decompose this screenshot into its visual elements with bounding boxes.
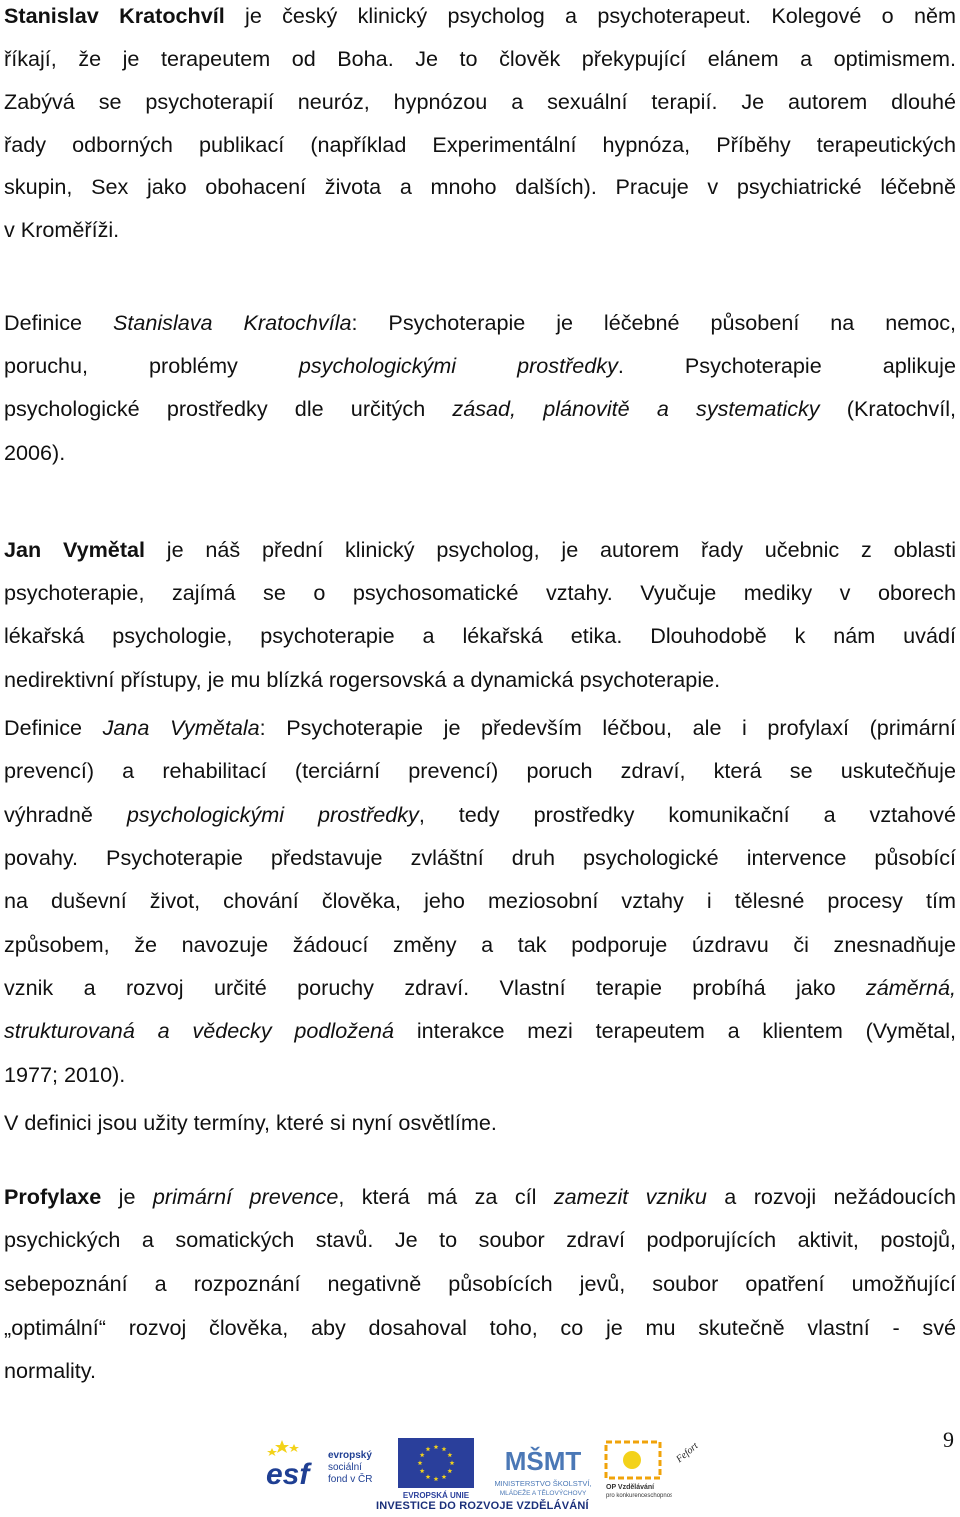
esf-logo <box>262 1434 378 1494</box>
text-line: psychoterapie, zajímá se o psychosomatické vztahy. Vyučuje mediky v oborech <box>4 580 956 605</box>
svg-text:sociální: sociální <box>328 1462 362 1473</box>
text-line: Definice Jana Vymětala: Psychoterapie je především léčbou, ale i profylaxí (primární <box>4 715 956 740</box>
msmt-logo <box>488 1436 598 1500</box>
svg-text:EVROPSKÁ UNIE: EVROPSKÁ UNIE <box>402 1491 470 1500</box>
text-line: poruchu, problémy psychologickými prostředky. Psychoterapie aplikuje <box>4 353 956 378</box>
text-line: „optimální“ rozvoj člověka, aby dosahoval toho, co je mu skutečně vlastní - své <box>4 1315 956 1340</box>
text-line: Stanislav Kratochvíl je český klinický psycholog a psychoterapeut. Kolegové o něm <box>4 3 956 28</box>
text-line: Zabývá se psychoterapií neuróz, hypnózou a sexuální terapií. Je autorem dlouhé <box>4 89 956 114</box>
text-line: skupin, Sex jako obohacení života a mnoho dalších). Pracuje v psychiatrické léčebně <box>4 174 956 199</box>
svg-text:esf: esf <box>266 1458 310 1491</box>
text-line: Jan Vymětal je náš přední klinický psycholog, je autorem řady učebnic z oblasti <box>4 537 956 562</box>
svg-text:MINISTERSTVO ŠKOLSTVÍ,: MINISTERSTVO ŠKOLSTVÍ, <box>494 1479 592 1488</box>
eu-flag-logo <box>386 1438 486 1500</box>
footer-caption: INVESTICE DO ROZVOJE VZDĚLÁVÁNÍ <box>376 1500 589 1512</box>
text-line: 1977; 2010). <box>4 1062 126 1087</box>
text-line: v Kroměříži. <box>4 217 120 242</box>
text-line: 2006). <box>4 440 66 465</box>
svg-text:fond v ČR: fond v ČR <box>328 1474 373 1485</box>
svg-text:evropský: evropský <box>328 1450 372 1461</box>
text-line: lékařská psychologie, psychoterapie a lékařská etika. Dlouhodobě k nám uvádí <box>4 623 956 648</box>
signature-logo <box>672 1432 700 1472</box>
text-line: Definice Stanislava Kratochvíla: Psychoterapie je léčebné působení na nemoc, <box>4 310 957 335</box>
text-line: vznik a rozvoj určité poruchy zdraví. Vlastní terapie probíhá jako záměrná, <box>4 975 956 1000</box>
text-line: způsobem, že navozuje žádoucí změny a tak podporuje úzdravu či znesnadňuje <box>4 932 956 957</box>
text-line: V definici jsou užity termíny, které si nyní osvětlíme. <box>4 1110 497 1135</box>
text-line: řady odborných publikací (například Experimentální hypnóza, Příběhy terapeutických <box>4 132 956 157</box>
text-line: nedirektivní přístupy, je mu blízká rogersovská a dynamická psychoterapie. <box>4 667 721 692</box>
text-line: psychických a somatických stavů. Je to soubor zdraví podporujících aktivit, postojů, <box>4 1227 956 1252</box>
text-line: povahy. Psychoterapie představuje zvláštní druh psychologické intervence působící <box>4 845 956 870</box>
text-line: sebepoznání a rozpoznání negativně působících jevů, soubor opatření umožňující <box>4 1271 956 1296</box>
svg-text:MŠMT: MŠMT <box>504 1446 582 1476</box>
svg-text:MLÁDEŽE A TĚLOVÝCHOVY: MLÁDEŽE A TĚLOVÝCHOVY <box>499 1490 587 1497</box>
text-line: psychologické prostředky dle určitých zásad, plánovitě a systematicky (Kratochvíl, <box>4 396 956 421</box>
text-line: na duševní život, chování člověka, jeho meziosobní vztahy i tělesné procesy tím <box>4 888 956 913</box>
text-line: normality. <box>4 1358 96 1383</box>
text-line: strukturovaná a vědecky podložená interakce mezi terapeutem a klientem (Vymětal, <box>4 1018 956 1043</box>
text-line: říkají, že je terapeutem od Boha. Je to člověk překypující elánem a optimismem. <box>4 46 956 71</box>
text-line: Profylaxe je primární prevence, která má za cíl zamezit vzniku a rozvoji nežádoucích <box>4 1184 956 1209</box>
op-logo <box>598 1438 672 1500</box>
svg-text:pro konkurenceschopnost: pro konkurenceschopnost <box>606 1493 672 1499</box>
text-line: prevencí) a rehabilitací (terciární prevencí) poruch zdraví, která se uskutečňuje <box>4 758 956 783</box>
text-line: výhradně psychologickými prostředky, tedy prostředky komunikační a vztahové <box>4 802 956 827</box>
page-number: 9 <box>943 1427 954 1452</box>
svg-text:Fefort: Fefort <box>674 1440 700 1466</box>
svg-text:OP Vzdělávání: OP Vzdělávání <box>606 1484 655 1491</box>
